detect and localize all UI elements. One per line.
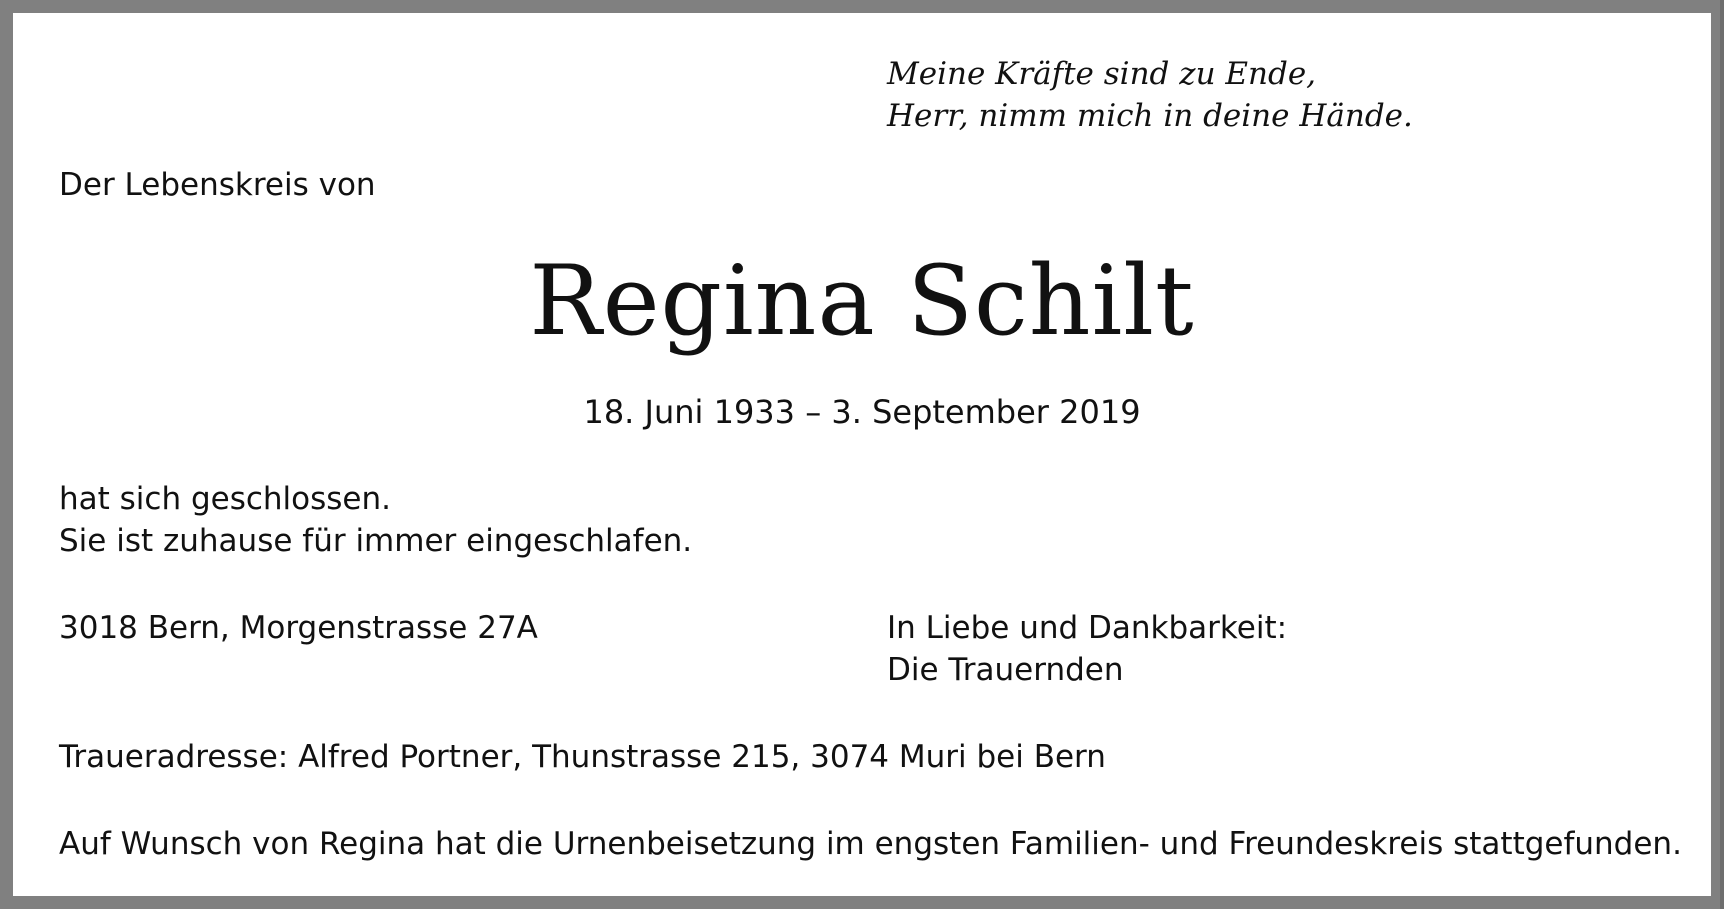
motto-verse bbox=[887, 53, 1413, 137]
home-address: 3018 Bern, Morgenstrasse 27A bbox=[59, 610, 538, 646]
signature-line-2: Die Trauernden bbox=[887, 652, 1124, 688]
deceased-name: Regina Schilt bbox=[529, 245, 1195, 357]
motto-line-1: Meine Kräfte sind zu Ende, bbox=[887, 56, 1317, 92]
intro-text: Der Lebenskreis von bbox=[59, 167, 376, 203]
obituary-notice bbox=[13, 13, 1711, 896]
frame-edge bbox=[1720, 0, 1724, 909]
funeral-note: Auf Wunsch von Regina hat die Urnenbeisetzung im engsten Familien- und Freundeskreis stattgefunden. bbox=[59, 826, 1682, 862]
closing-line-2: Sie ist zuhause für immer eingeschlafen. bbox=[59, 523, 693, 559]
signature-block bbox=[887, 607, 1287, 691]
life-dates: 18. Juni 1933 – 3. September 2019 bbox=[583, 393, 1141, 431]
signature-line-1: In Liebe und Dankbarkeit: bbox=[887, 610, 1288, 646]
closing-line-1: hat sich geschlossen. bbox=[59, 481, 392, 517]
mourning-address: Traueradresse: Alfred Portner, Thunstrasse 215, 3074 Muri bei Bern bbox=[59, 739, 1106, 775]
motto-line-2: Herr, nimm mich in deine Hände. bbox=[887, 98, 1413, 134]
closing-text bbox=[59, 478, 692, 562]
